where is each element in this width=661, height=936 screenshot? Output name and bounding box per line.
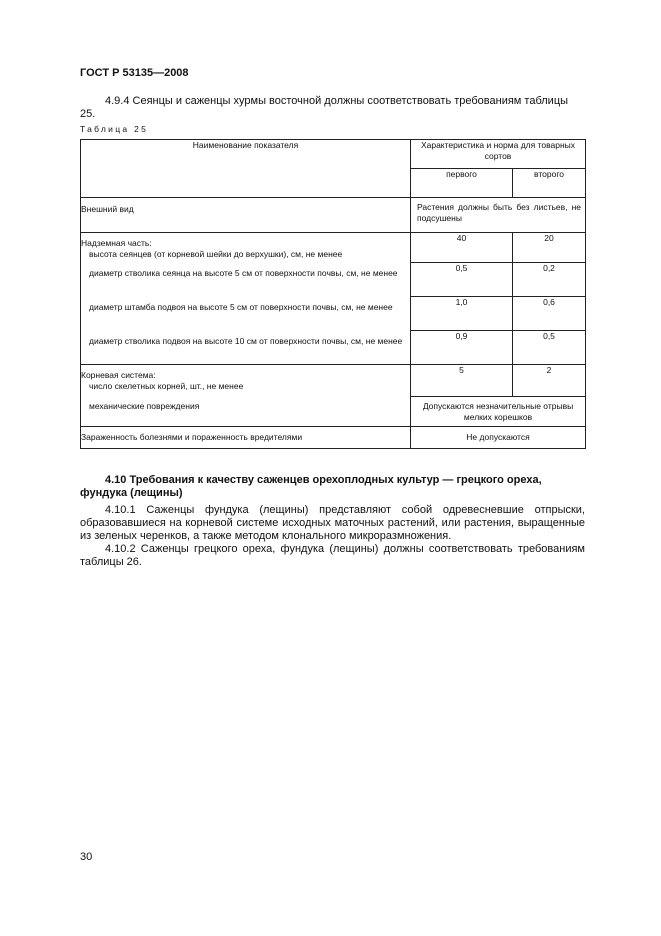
row-damage-name	[81, 397, 411, 427]
damage-label: механические повреждения	[89, 400, 200, 411]
disease-value: Не допускаются	[411, 427, 586, 449]
height-first: 40	[411, 233, 513, 263]
skeletal-roots-first: 5	[411, 365, 513, 397]
column-header-first: первого	[411, 169, 513, 198]
height-label: высота сеянцев (от корневой шейки до верхушки), см, не менее	[89, 249, 343, 259]
requirements-table	[80, 139, 586, 449]
row-rootstock-diameter-name	[81, 331, 411, 365]
column-header-second: второго	[513, 169, 586, 198]
rootstock-diameter-second: 0,5	[513, 331, 586, 365]
column-header-group: Характеристика и норма для товарных сортов	[411, 140, 586, 169]
damage-value: Допускаются незначительные отрывы мелких корешков	[411, 397, 586, 427]
row-stem-diameter-name	[81, 297, 411, 331]
stem-diameter-second: 0,6	[513, 297, 586, 331]
intro-paragraph: 4.9.4 Сеянцы и саженцы хурмы восточной должны соответствовать требованиям таблицы 25.	[80, 95, 569, 120]
stem-diameter-label: диаметр штамба подвоя на высоте 5 см от поверхности почвы, см, не менее	[89, 301, 393, 312]
above-ground-title: Надземная часть:	[81, 238, 152, 248]
page-number: 30	[80, 851, 93, 863]
paragraph-4-10-1: 4.10.1 Саженцы фундука (лещины) представляют собой одревесневшие отпрыски, образовавшиеся на корневой системе исходных маточных растений, или растения, выращенные из зеленых черенков, а также методом клонального микроразмножения.	[80, 504, 585, 542]
row-height-name	[81, 233, 411, 263]
row-disease-name: Зараженность болезнями и пораженность вредителями	[81, 427, 411, 449]
row-appearance-value: Растения должны быть без листьев, не подсушены	[411, 198, 586, 233]
document-id: ГОСТ Р 53135—2008	[80, 67, 189, 79]
rootstock-diameter-label: диаметр стволика подвоя на высоте 10 см от поверхности почвы, см, не менее	[89, 335, 403, 346]
seedling-diameter-second: 0,2	[513, 263, 586, 297]
column-header-name: Наименование показателя	[81, 140, 411, 198]
table-label: Таблица 25	[80, 124, 149, 134]
skeletal-roots-second: 2	[513, 365, 586, 397]
row-appearance-name: Внешний вид	[81, 198, 411, 233]
root-system-title: Корневая система:	[81, 370, 156, 380]
section-heading: 4.10 Требования к качеству саженцев орехоплодных культур — грецкого ореха, фундука (лещины)	[80, 474, 542, 499]
row-seedling-diameter-name	[81, 263, 411, 297]
height-second: 20	[513, 233, 586, 263]
seedling-diameter-label: диаметр стволика сеянца на высоте 5 см от поверхности почвы, см, не менее	[89, 267, 398, 278]
row-roots-name	[81, 365, 411, 397]
skeletal-roots-label: число скелетных корней, шт., не менее	[89, 381, 244, 391]
rootstock-diameter-first: 0,9	[411, 331, 513, 365]
seedling-diameter-first: 0,5	[411, 263, 513, 297]
paragraph-4-10-2: 4.10.2 Саженцы грецкого ореха, фундука (лещины) должны соответствовать требованиям таблицы 26.	[80, 543, 585, 568]
stem-diameter-first: 1,0	[411, 297, 513, 331]
